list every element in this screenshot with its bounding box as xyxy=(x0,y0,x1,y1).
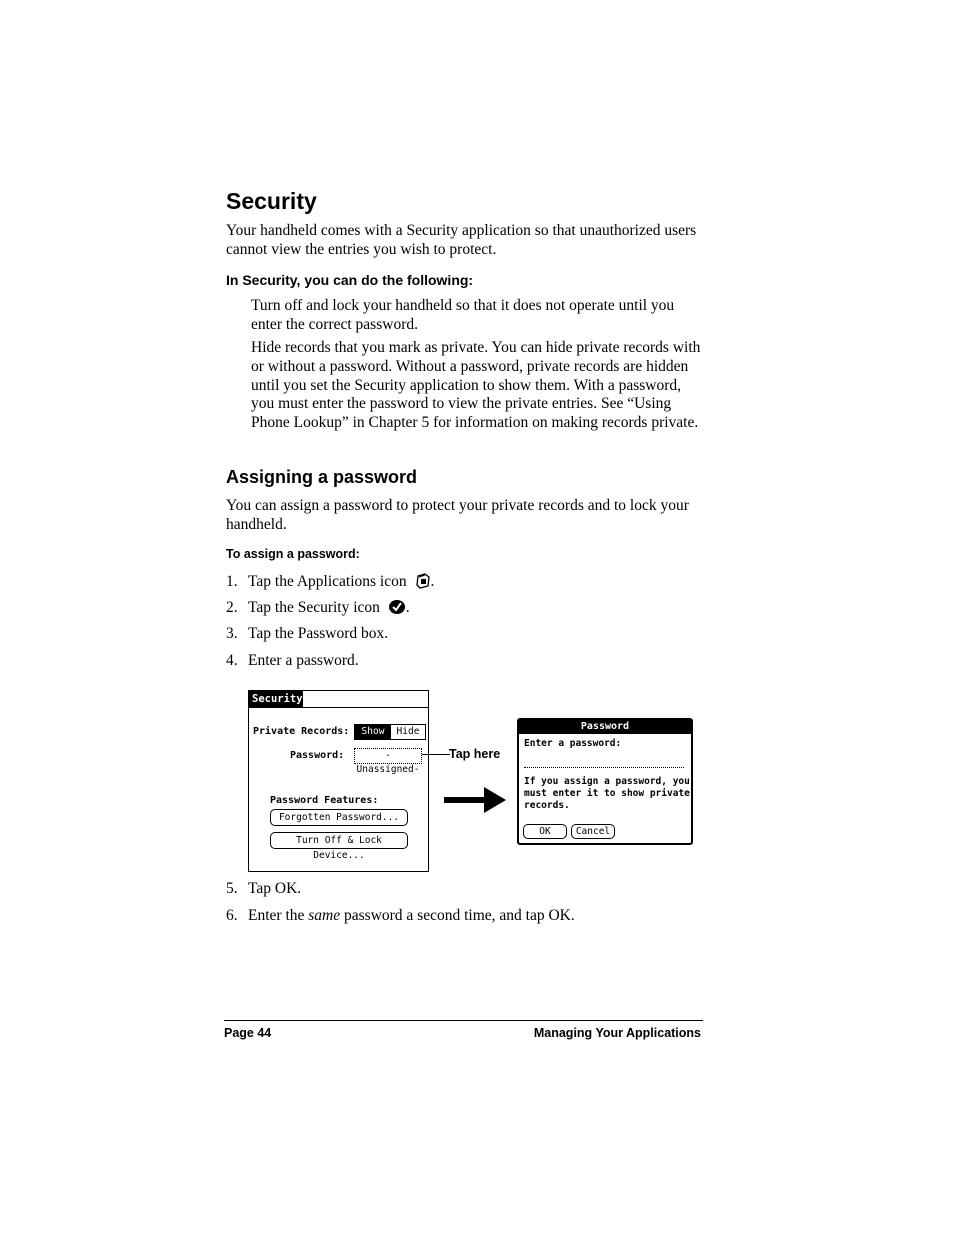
subheading: In Security, you can do the following: xyxy=(226,272,474,288)
dialog-info: If you assign a password, you must enter it to show private records. xyxy=(524,776,690,811)
ok-button[interactable]: OK xyxy=(523,824,567,839)
security-screen xyxy=(248,690,429,872)
step-text: Enter the xyxy=(248,907,309,924)
screen-title: Security xyxy=(249,691,303,707)
hide-option[interactable]: Hide xyxy=(396,726,420,737)
dialog-title: Password xyxy=(519,720,691,734)
password-label: Password: xyxy=(290,750,345,761)
callout-line xyxy=(422,754,450,755)
page-title: Security xyxy=(226,188,317,214)
screen-titlebar xyxy=(249,691,428,708)
step-suffix: . xyxy=(430,573,435,590)
step-number: 6. xyxy=(226,907,238,924)
step-text: password a second time, and tap OK. xyxy=(340,907,575,924)
step-item xyxy=(226,572,434,594)
password-input[interactable] xyxy=(524,755,684,768)
page-number: Page 44 xyxy=(224,1026,272,1040)
step-item xyxy=(226,879,301,898)
cancel-button[interactable]: Cancel xyxy=(571,824,615,839)
private-records-toggle[interactable] xyxy=(354,724,426,740)
applications-icon xyxy=(415,573,431,594)
step-number: 5. xyxy=(226,880,238,897)
step-number: 1. xyxy=(226,573,238,590)
turn-off-lock-button[interactable]: Turn Off & Lock Device... xyxy=(270,832,408,849)
password-box[interactable]: -Unassigned- xyxy=(354,748,422,764)
bullet-item: Hide records that you mark as private. You can hide private records with or without a password. Without a password, private records are hidden until you set the Security application to show them. With a password, you must enter the password to view the private entries. See “Using Phone Lookup” in Chapter 5 for information on making records private. xyxy=(251,339,701,432)
forgotten-password-button[interactable]: Forgotten Password... xyxy=(270,809,408,826)
procedure-title: To assign a password: xyxy=(226,547,360,561)
bullet-item: Turn off and lock your handheld so that it does not operate until you enter the correct password. xyxy=(251,297,675,333)
right-arrow-icon xyxy=(444,786,508,819)
step-item xyxy=(226,906,575,925)
password-dialog xyxy=(517,718,693,845)
dialog-prompt: Enter a password: xyxy=(524,738,622,749)
step-item xyxy=(226,624,388,643)
step-text: Tap OK. xyxy=(248,880,302,897)
footer-divider xyxy=(224,1020,703,1021)
step-text: Tap the Password box. xyxy=(248,625,389,642)
step-number: 4. xyxy=(226,652,238,669)
callout-label: Tap here xyxy=(449,747,501,761)
step-text: Enter a password. xyxy=(248,652,359,669)
section-intro: You can assign a password to protect your private records and to lock your handheld. xyxy=(226,497,689,533)
step-number: 3. xyxy=(226,625,238,642)
emphasis-text: same xyxy=(308,907,341,924)
step-text: Tap the Applications icon xyxy=(248,573,407,590)
private-records-label: Private Records: xyxy=(253,726,350,737)
chapter-title: Managing Your Applications xyxy=(533,1026,701,1040)
intro-paragraph: Your handheld comes with a Security application so that unauthorized users cannot view the entries you wish to protect. xyxy=(226,222,697,258)
step-item xyxy=(226,598,410,620)
step-number: 2. xyxy=(226,599,238,616)
step-item xyxy=(226,651,359,670)
password-features-label: Password Features: xyxy=(270,795,379,806)
section-heading: Assigning a password xyxy=(226,467,418,487)
step-text: Tap the Security icon xyxy=(248,599,380,616)
security-icon xyxy=(388,599,406,620)
step-suffix: . xyxy=(405,599,410,616)
show-option[interactable]: Show xyxy=(355,725,391,739)
